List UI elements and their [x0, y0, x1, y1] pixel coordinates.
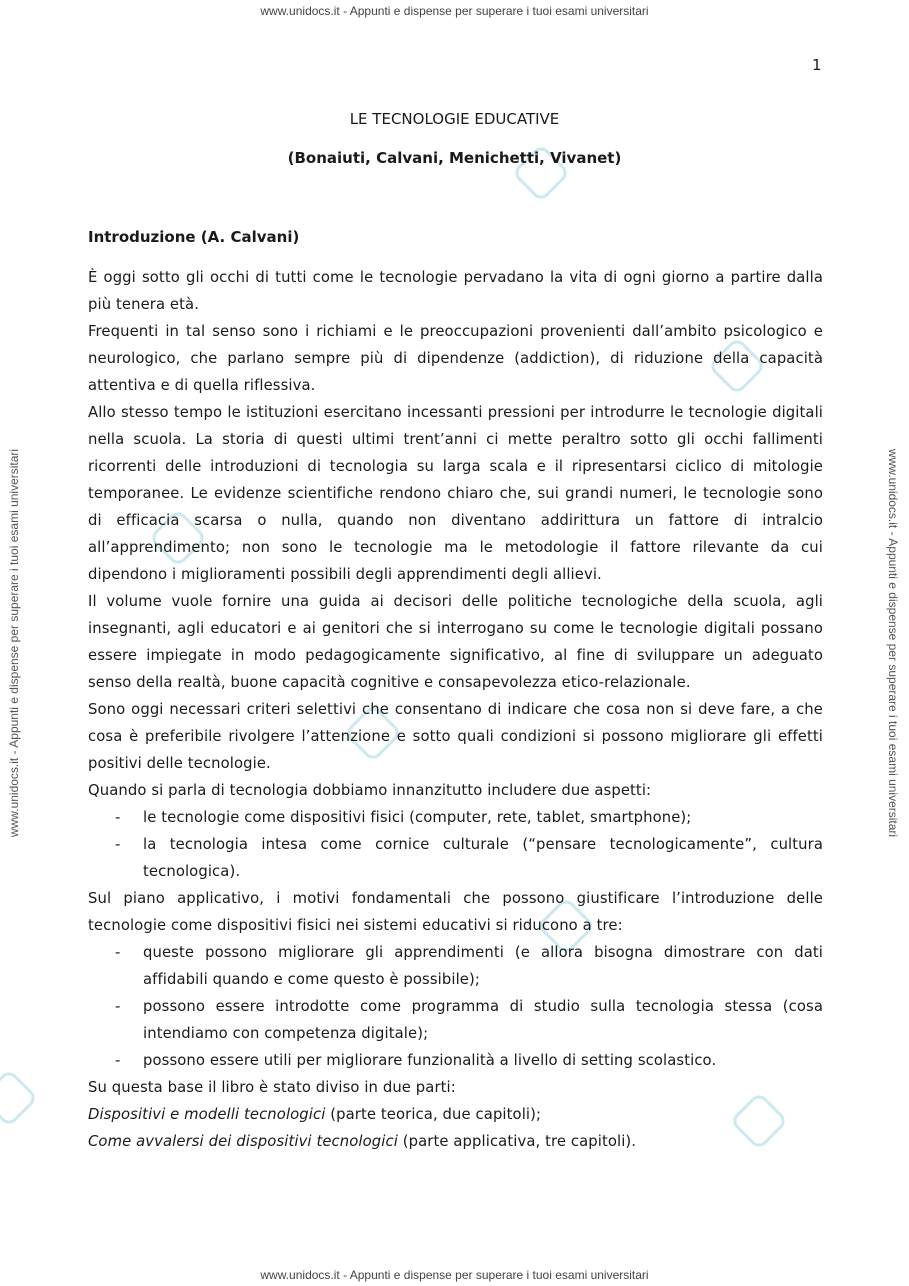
paragraph: Quando si parla di tecnologia dobbiamo innanzitutto includere due aspetti: [88, 782, 652, 799]
list-item: - queste possono migliorare gli apprendimenti (e allora bisogna dimostrare con dati affidabili quando e come questo è possibile); [88, 939, 823, 993]
list-item: - possono essere utili per migliorare funzionalità a livello di setting scolastico. [88, 1047, 823, 1074]
paragraph: Il volume vuole fornire una guida ai decisori delle politiche tecnologiche della scuola, agli insegnanti, agli educatori e ai genitori che si interrogano su come le tecnologie digitali possano essere impiegate in modo pedagogicamente significativo, al fine di sviluppare un adeguato senso della realtà, buone capacità cognitive e consapevolezza etico-relazionale. [88, 593, 823, 691]
paragraph: Allo stesso tempo le istituzioni esercitano incessanti pressioni per introdurre le tecnologie digitali nella scuola. La storia di questi ultimi trent’anni ci mette peraltro sotto gli occhi fallimenti ricorrenti delle introduzioni di tecnologia su larga scala e il ripresentarsi ciclico di mitologie temporanee. Le evidenze scientifiche rendono chiaro che, sui grandi numeri, le tecnologie sono di efficacia scarsa o nulla, quando non diventano addirittura un fattore di intralcio all’apprendimento; non sono le tecnologie ma le metodologie il fattore rilevante da cui dipendono i miglioramenti possibili degli apprendimenti degli allievi. [88, 404, 823, 583]
watermark-logo-icon [0, 1068, 39, 1127]
list-item: - la tecnologia intesa come cornice culturale (“pensare tecnologicamente”, cultura tecnologica). [88, 831, 823, 885]
list-item: - possono essere introdotte come programma di studio sulla tecnologia stessa (cosa intendiamo con competenza digitale); [88, 993, 823, 1047]
part-detail: (parte applicativa, tre capitoli). [397, 1133, 637, 1150]
document-authors: (Bonaiuti, Calvani, Menichetti, Vivanet) [287, 149, 622, 167]
list-item: - le tecnologie come dispositivi fisici (computer, rete, tablet, smartphone); [88, 804, 823, 831]
part-title: Come avvalersi dei dispositivi tecnologici [88, 1133, 398, 1150]
document-title: LE TECNOLOGIE EDUCATIVE [349, 110, 560, 128]
document-body [88, 264, 823, 1155]
watermark-top: www.unidocs.it - Appunti e dispense per superare i tuoi esami universitari [260, 4, 649, 18]
aspects-list [88, 804, 823, 885]
part-title: Dispositivi e modelli tecnologici [88, 1106, 326, 1123]
part-line [88, 1128, 823, 1155]
paragraph: Frequenti in tal senso sono i richiami e le preoccupazioni provenienti dall’ambito psicologico e neurologico, che parlano sempre più di dipendenze (addiction), di riduzione della capacità attentiva e di quella riflessiva. [88, 323, 823, 394]
watermark-right: www.unidocs.it - Appunti e dispense per superare i tuoi esami universitari [886, 448, 900, 838]
page-number: 1 [812, 56, 822, 74]
part-detail: (parte teorica, due capitoli); [325, 1106, 542, 1123]
part-line [88, 1101, 823, 1128]
watermark-bottom: www.unidocs.it - Appunti e dispense per superare i tuoi esami universitari [260, 1268, 649, 1282]
paragraph: Sono oggi necessari criteri selettivi che consentano di indicare che cosa non si deve fare, a che cosa è preferibile rivolgere l’attenzione e sotto quali condizioni si possono migliorare gli effetti positivi delle tecnologie. [88, 701, 823, 772]
paragraph: Su questa base il libro è stato diviso in due parti: [88, 1079, 456, 1096]
paragraph: È oggi sotto gli occhi di tutti come le tecnologie pervadano la vita di ogni giorno a partire dalla più tenera età. [88, 269, 823, 313]
paragraph: Sul piano applicativo, i motivi fondamentali che possono giustificare l’introduzione delle tecnologie come dispositivi fisici nei sistemi educativi si riducono a tre: [88, 890, 823, 934]
motives-list [88, 939, 823, 1074]
section-heading: Introduzione (A. Calvani) [88, 228, 300, 246]
watermark-left: www.unidocs.it - Appunti e dispense per superare i tuoi esami universitari [7, 448, 21, 838]
